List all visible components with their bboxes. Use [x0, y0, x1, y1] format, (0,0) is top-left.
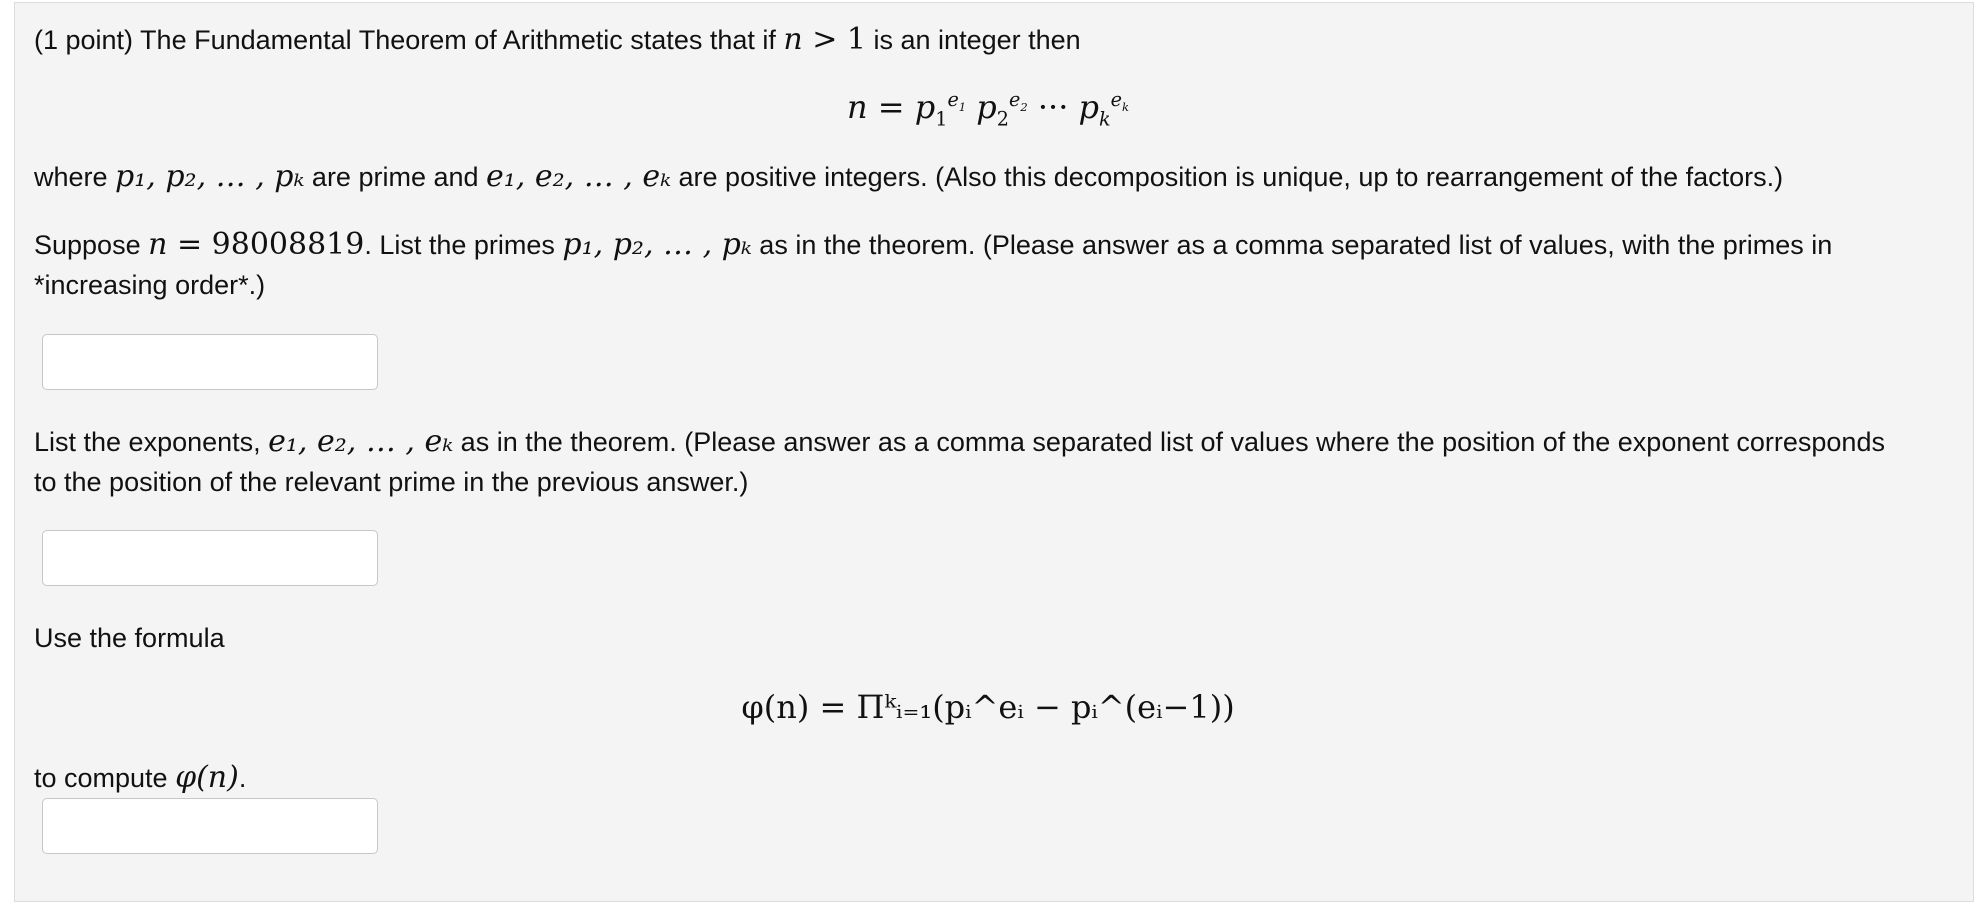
formula-p1-sub: 1 — [935, 107, 948, 131]
compute-lead: to compute — [34, 763, 176, 793]
q1-n-value: 98008819 — [211, 227, 365, 262]
formula-ek — [1110, 88, 1130, 115]
intro-lead: (1 point) The Fundamental Theorem of Arithmetic states that if — [34, 25, 784, 55]
where-primes-list: p₁, p₂, … , pₖ — [115, 159, 305, 194]
formula-e2-sub: 2 — [1020, 100, 1028, 115]
formula-dots: ··· — [1037, 88, 1069, 126]
compute-target: φ(n) — [175, 760, 239, 795]
formula-lhs: n — [846, 88, 868, 126]
where-lead: where — [34, 162, 116, 192]
intro-line — [34, 20, 1081, 60]
q1-mid: . List the primes — [364, 230, 563, 260]
formula-e1-sub: 1 — [958, 100, 967, 115]
compute-line — [34, 758, 246, 798]
formula-p2-sub: 2 — [996, 107, 1009, 131]
where-exps-list: e₁, e₂, … , eₖ — [486, 159, 672, 194]
where-mid: are prime and — [304, 162, 487, 192]
q2-lead: List the exponents, — [34, 427, 269, 457]
formula-e1 — [947, 88, 967, 115]
question2-line2: to the position of the relevant prime in the previous answer.) — [34, 467, 749, 497]
formula-p2: p — [976, 88, 997, 126]
q2-tail: as in the theorem. (Please answer as a comma separated list of values where the position of the exponent corresponds — [453, 427, 1885, 457]
exponents-answer-input[interactable] — [42, 530, 378, 586]
q1-lead: Suppose — [34, 230, 149, 260]
q2-exps-list: e₁, e₂, … , eₖ — [268, 424, 454, 459]
primes-answer-input[interactable] — [42, 334, 378, 390]
q1-var: n — [148, 227, 168, 262]
q1-tail: as in the theorem. (Please answer as a comma separated list of values, with the primes in — [751, 230, 1833, 260]
theorem-formula — [0, 88, 1976, 131]
formula-e2 — [1009, 88, 1028, 115]
formula-ek-sub: k — [1122, 100, 1130, 115]
intro-cond-val: 1 — [846, 22, 867, 57]
phi-answer-input[interactable] — [42, 798, 378, 854]
intro-cond-op: > — [802, 22, 847, 57]
question1-line2: *increasing order*.) — [34, 270, 266, 300]
formula-eq: = — [867, 88, 915, 126]
formula-e2-letter: e — [1009, 88, 1021, 112]
phi-formula: φ(n) = Πᵏᵢ₌₁(pᵢ^eᵢ − pᵢ^(eᵢ−1)) — [741, 688, 1235, 726]
q1-primes-list: p₁, p₂, … , pₖ — [562, 227, 752, 262]
compute-tail: . — [238, 763, 247, 793]
q1-eq: = — [167, 227, 212, 262]
where-tail: are positive integers. (Also this decomposition is unique, up to rearrangement of the factors.) — [671, 162, 1784, 192]
question1-line1 — [34, 225, 1832, 265]
intro-cond-var: n — [783, 22, 803, 57]
formula-ek-letter: e — [1110, 88, 1123, 112]
formula-intro: Use the formula — [34, 623, 225, 653]
formula-e1-letter: e — [947, 88, 959, 112]
intro-tail: is an integer then — [866, 25, 1081, 55]
where-line — [34, 157, 1783, 197]
formula-p1: p — [914, 88, 936, 126]
formula-pk: p — [1078, 88, 1100, 126]
formula-pk-sub: k — [1099, 107, 1111, 131]
question2-line1 — [34, 422, 1885, 462]
